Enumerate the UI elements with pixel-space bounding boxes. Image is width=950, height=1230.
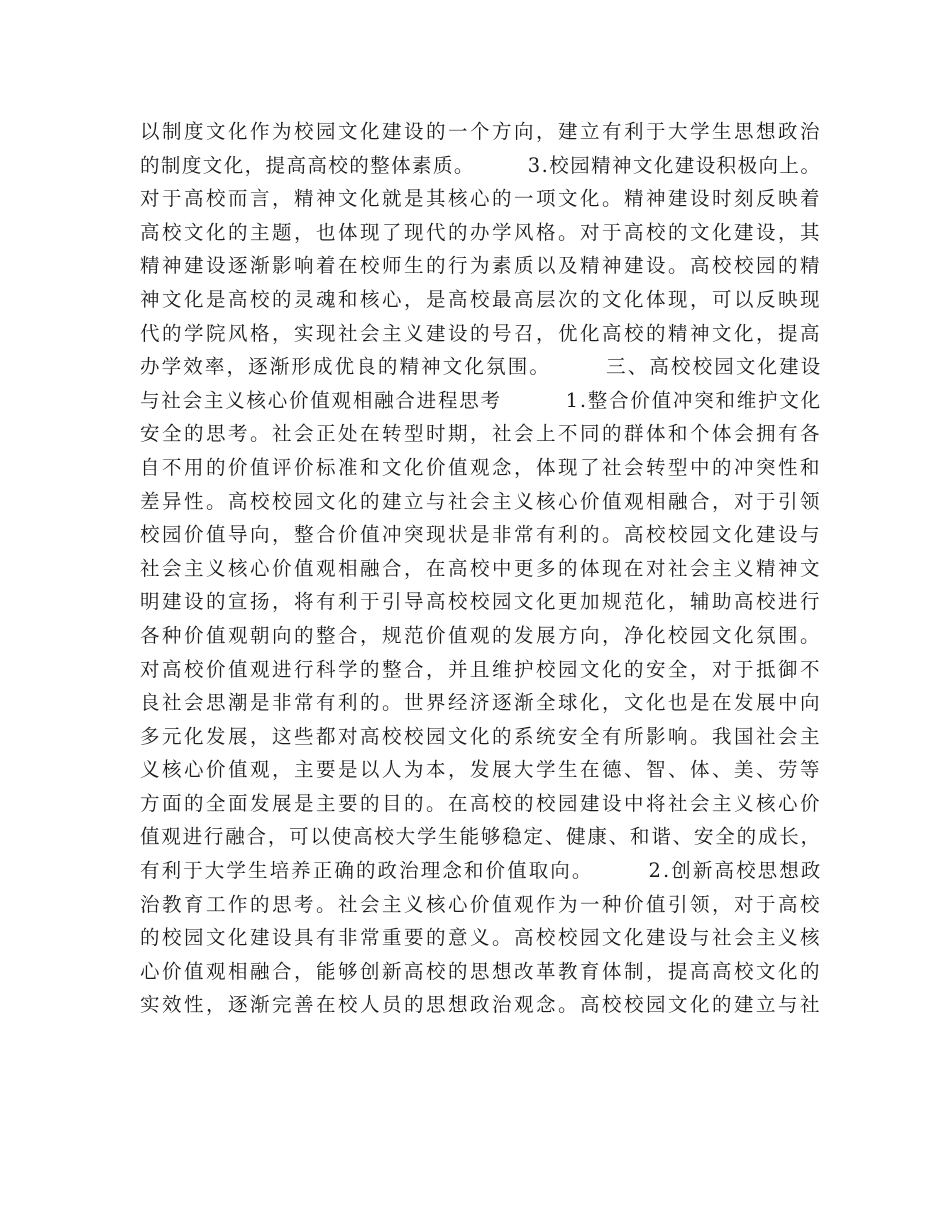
text-line: 高校文化的主题，也体现了现代的办学风格。对于高校的文化建设，其	[140, 220, 823, 244]
text-line: 多元化发展，这些都对高校校园文化的系统安全有所影响。我国社会主	[140, 724, 823, 748]
text-line: 义核心价值观，主要是以人为本，发展大学生在德、智、体、美、劳等	[140, 758, 823, 782]
text-line: 社会主义核心价值观相融合，在高校中更多的体现在对社会主义精神文	[140, 556, 823, 580]
text-line: 明建设的宣扬，将有利于引导高校校园文化更加规范化，辅助高校进行	[140, 590, 823, 614]
text-line: 对高校价值观进行科学的整合，并且维护校园文化的安全，对于抵御不	[140, 657, 823, 681]
text-line: 与社会主义核心价值观相融合进程思考 1.整合价值冲突和维护文化	[140, 388, 822, 412]
text-line: 安全的思考。社会正处在转型时期，社会上不同的群体和个体会拥有各	[140, 422, 823, 446]
body-text	[140, 115, 823, 1022]
text-line: 各种价值观朝向的整合，规范价值观的发展方向，净化校园文化氛围。	[140, 623, 823, 647]
text-line: 校园价值导向，整合价值冲突现状是非常有利的。高校校园文化建设与	[140, 523, 823, 547]
text-line: 良社会思潮是非常有利的。世界经济逐渐全球化，文化也是在发展中向	[140, 691, 823, 715]
text-line: 的制度文化，提高高校的整体素质。 3.校园精神文化建设积极向上。	[140, 153, 822, 177]
text-line: 以制度文化作为校园文化建设的一个方向，建立有利于大学生思想政治	[140, 120, 823, 143]
text-line: 对于高校而言，精神文化就是其核心的一项文化。精神建设时刻反映着	[140, 187, 823, 211]
text-line: 的校园文化建设具有非常重要的意义。高校校园文化建设与社会主义核	[140, 926, 823, 950]
text-line: 值观进行融合，可以使高校大学生能够稳定、健康、和谐、安全的成长，	[140, 825, 822, 849]
text-line: 自不用的价值评价标准和文化价值观念，体现了社会转型中的冲突性和	[140, 455, 823, 479]
text-line: 心价值观相融合，能够创新高校的思想改革教育体制，提高高校文化的	[140, 959, 823, 983]
text-line: 神文化是高校的灵魂和核心，是高校最高层次的文化体现，可以反映现	[140, 287, 823, 311]
text-line: 方面的全面发展是主要的目的。在高校的校园建设中将社会主义核心价	[140, 791, 823, 815]
text-line: 代的学院风格，实现社会主义建设的号召，优化高校的精神文化，提高	[140, 321, 823, 345]
text-line: 差异性。高校校园文化的建立与社会主义核心价值观相融合，对于引领	[140, 489, 823, 513]
text-line: 实效性，逐渐完善在校人员的思想政治观念。高校校园文化的建立与社	[140, 993, 823, 1017]
text-line: 治教育工作的思考。社会主义核心价值观作为一种价值引领，对于高校	[140, 892, 823, 916]
text-line: 精神建设逐渐影响着在校师生的行为素质以及精神建设。高校校园的精	[140, 254, 823, 278]
text-line: 有利于大学生培养正确的政治理念和价值取向。 2.创新高校思想政	[140, 859, 823, 883]
text-line: 办学效率，逐渐形成优良的精神文化氛围。 三、高校校园文化建设	[140, 355, 823, 379]
